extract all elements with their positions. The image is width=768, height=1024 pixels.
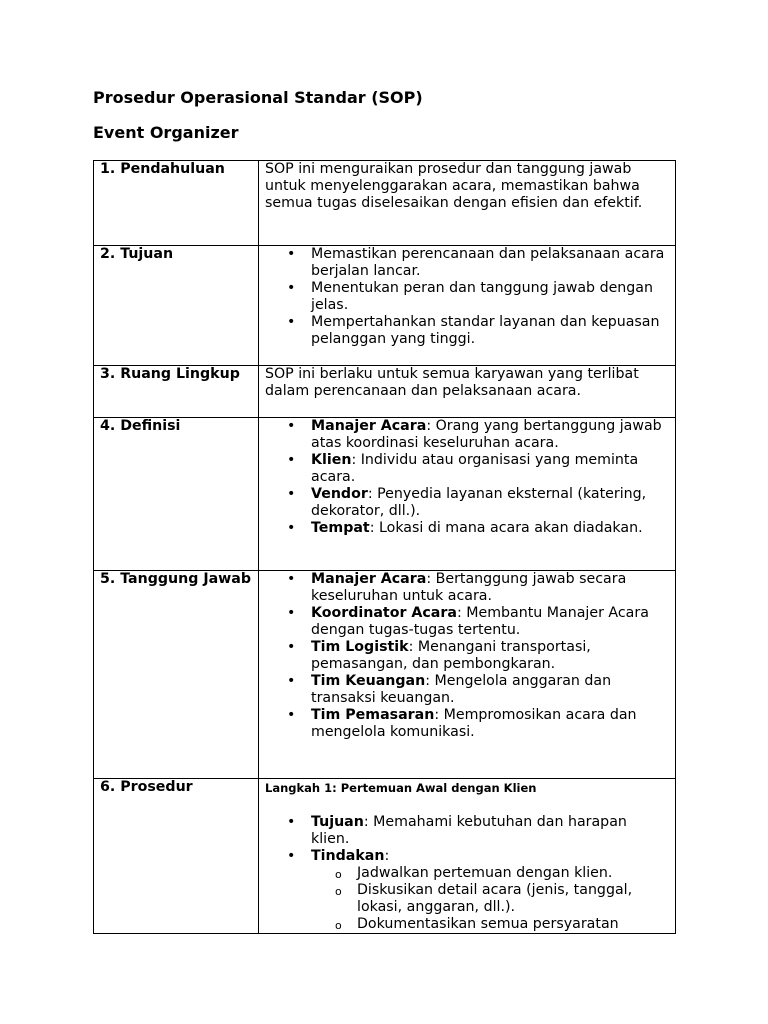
row-content-pendahuluan xyxy=(259,161,676,246)
row-label-definisi: 4. Definisi xyxy=(94,418,259,571)
role-desc: : Mengelola anggaran dan transaksi keuangan. xyxy=(311,673,612,706)
definition-desc: : Lokasi di mana acara akan diadakan. xyxy=(369,520,643,536)
row-label-tujuan: 2. Tujuan xyxy=(94,246,259,366)
definition-desc: : Individu atau organisasi yang meminta acara. xyxy=(311,452,639,485)
definition-desc: : Orang yang bertanggung jawab atas koordinasi keseluruhan acara. xyxy=(311,418,662,451)
sop-table xyxy=(93,160,676,934)
role-term: Tim Keuangan xyxy=(311,673,426,689)
document-subtitle: Event Organizer xyxy=(93,123,239,142)
list-item: • Menentukan peran dan tanggung jawab dengan jelas. xyxy=(311,280,669,314)
row-content-definisi xyxy=(259,418,676,571)
list-item xyxy=(311,486,669,520)
list-item xyxy=(311,814,669,848)
prosedur-term: Tujuan xyxy=(311,814,364,830)
role-desc: : Membantu Manajer Acara dengan tugas-tugas tertentu. xyxy=(311,605,649,638)
table-row xyxy=(94,366,676,418)
list-item: • Mempertahankan standar layanan dan kepuasan pelanggan yang tinggi. xyxy=(311,314,669,348)
tindakan-sublist xyxy=(311,865,669,933)
list-item xyxy=(311,673,669,707)
tujuan-list xyxy=(265,246,669,348)
table-row xyxy=(94,571,676,779)
sub-list-item: o Dokumentasikan semua persyaratan xyxy=(357,916,669,933)
role-term: Tim Pemasaran xyxy=(311,707,435,723)
definition-term: Vendor xyxy=(311,486,368,502)
row-label-tanggung-jawab: 5. Tanggung Jawab xyxy=(94,571,259,779)
list-item xyxy=(311,520,669,537)
table-row xyxy=(94,418,676,571)
role-desc: : Bertanggung jawab secara keseluruhan untuk acara. xyxy=(311,571,627,604)
prosedur-term: Tindakan xyxy=(311,848,385,864)
pendahuluan-text: SOP ini menguraikan prosedur dan tanggung jawab untuk menyelenggarakan acara, memastikan bahwa semua tugas diselesaikan dengan efisien dan efektif. xyxy=(265,161,643,211)
table-row xyxy=(94,246,676,366)
sub-list-item: o Diskusikan detail acara (jenis, tanggal, lokasi, anggaran, dll.). xyxy=(357,882,669,916)
list-item xyxy=(311,418,669,452)
sub-list-item: o Jadwalkan pertemuan dengan klien. xyxy=(357,865,669,882)
row-label-pendahuluan: 1. Pendahuluan xyxy=(94,161,259,246)
row-content-tujuan xyxy=(259,246,676,366)
step-title: Langkah 1: Pertemuan Awal dengan Klien xyxy=(265,781,537,795)
row-content-prosedur xyxy=(259,779,676,934)
list-item: • Memastikan perencanaan dan pelaksanaan acara berjalan lancar. xyxy=(311,246,669,280)
row-content-tanggung-jawab xyxy=(259,571,676,779)
table-row xyxy=(94,779,676,934)
row-label-prosedur: 6. Prosedur xyxy=(94,779,259,934)
prosedur-desc: : Memahami kebutuhan dan harapan klien. xyxy=(311,814,627,847)
list-item xyxy=(311,452,669,486)
role-term: Tim Logistik xyxy=(311,639,409,655)
prosedur-list xyxy=(265,814,669,933)
definisi-list xyxy=(265,418,669,537)
list-item xyxy=(311,571,669,605)
list-item xyxy=(311,707,669,741)
definition-term: Tempat xyxy=(311,520,370,536)
tanggung-jawab-list xyxy=(265,571,669,741)
table-row xyxy=(94,161,676,246)
prosedur-colon: : xyxy=(384,848,390,864)
row-content-ruang-lingkup xyxy=(259,366,676,418)
list-item xyxy=(311,605,669,639)
role-term: Koordinator Acara xyxy=(311,605,457,621)
role-term: Manajer Acara xyxy=(311,571,427,587)
definition-term: Manajer Acara xyxy=(311,418,427,434)
ruang-lingkup-text: SOP ini berlaku untuk semua karyawan yang terlibat dalam perencanaan dan pelaksanaan acara. xyxy=(265,366,639,399)
list-item xyxy=(311,848,669,933)
role-desc: : Menangani transportasi, pemasangan, dan pembongkaran. xyxy=(311,639,591,672)
document-title: Prosedur Operasional Standar (SOP) xyxy=(93,88,423,107)
row-label-ruang-lingkup: 3. Ruang Lingkup xyxy=(94,366,259,418)
definition-desc: : Penyedia layanan eksternal (katering, dekorator, dll.). xyxy=(311,486,647,519)
list-item xyxy=(311,639,669,673)
role-desc: : Mempromosikan acara dan mengelola komunikasi. xyxy=(311,707,637,740)
definition-term: Klien xyxy=(311,452,352,468)
